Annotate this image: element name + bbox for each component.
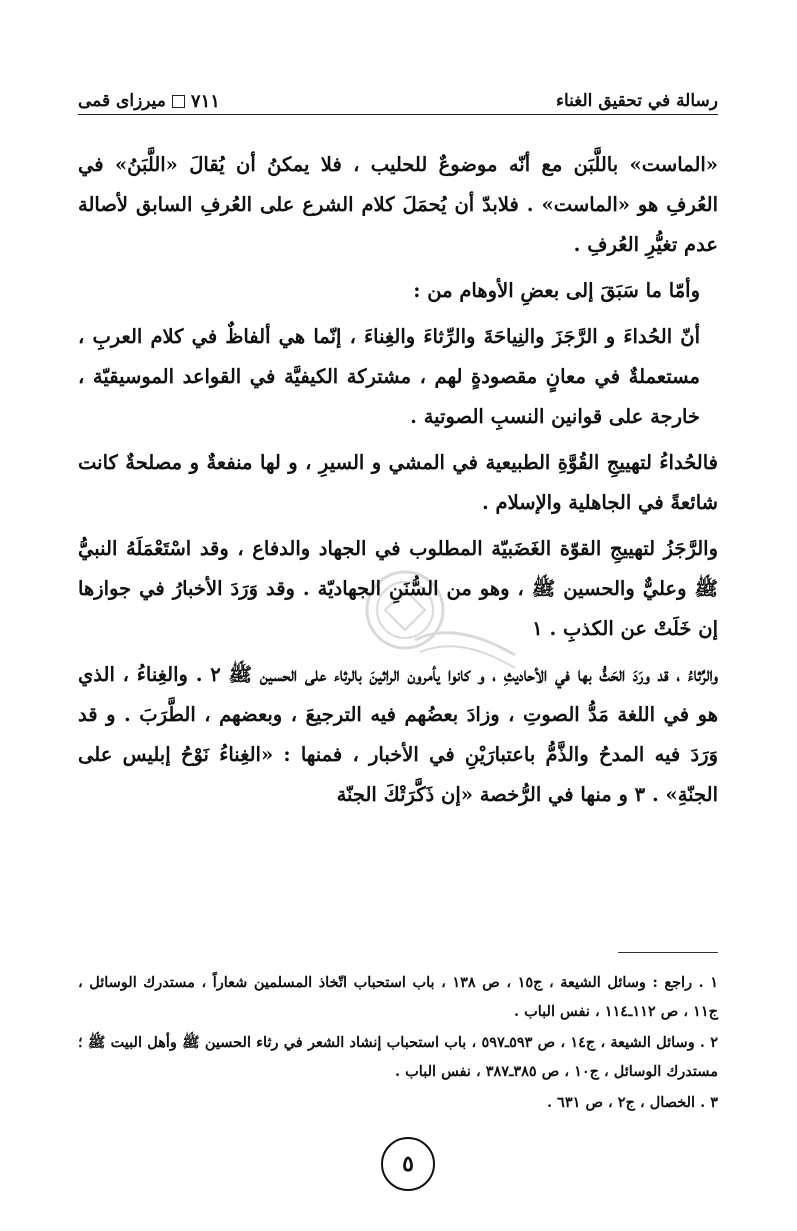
header-page-number: ٧١١ [190,90,220,112]
footnotes [78,968,718,1119]
paragraph: والرَّجَزُ لتهييجِ القوّة الغَضَبيّة المطلوب في الجهاد والدفاع ، وقد اسْتَعْمَلَهُ النبيُّ ﷺ وعليٌّ والحسين ﷺ ، وهو من السُّنَنِ الجهاديّة . وقد وَرَدَ الأخبارُ في جوازها إن خَلَتْ عن الكذبِ . ١ [78,537,718,640]
header-title: رسالة في تحقيق الغناء [556,91,718,111]
footnote-separator [618,952,718,953]
main-text [78,145,718,821]
library-stamp-watermark [345,560,525,680]
page-number: ٥ [402,1151,414,1177]
page-number-badge [381,1137,435,1191]
paragraph: وأمّا ما سَبَقَ إلى بعضِ الأوهام من : [413,279,700,302]
footnote: ١ . راجع : وسائل الشيعة ، ج١٥ ، ص ١٣٨ ، باب استحباب اتّخاذ المسلمين شعاراً ، مستدرك الوسائل ، ج١١ ، ص ١١٢ـ١١٤ ، نفس الباب . [78,974,718,1020]
running-header [78,88,718,115]
paragraph: فالحُداءُ لتهييجِ القُوَّةِ الطبيعية في المشي و السيرِ ، و لها منفعةٌ و مصلحةٌ كانت شائعةً في الجاهلية والإسلام . [78,451,718,514]
footnote: ٣ . الخصال ، ج٢ ، ص ٦٣١ . [546,1094,718,1111]
footnote: ٢ . وسائل الشيعة ، ج١٤ ، ص ٥٩٣ـ٥٩٧ ، باب استحباب إنشاد الشعر في رثاء الحسين ﷺ وأهل البيت ﷺ ؛ مستدرك الوسائل ، ج١٠ ، ص ٣٨٥ـ٣٨٧ ، نفس الباب . [78,1034,718,1080]
paragraph: والرِّثاءُ ، قد ورَدَ الحَثُّ بها في الأحاديثِ ، و كانوا يأمرون الراثينَ بالرثاء على الحسين ﷺ ٢ . والغِناءُ ، الذي هو في اللغة مَدُّ الصوتِ ، وزادَ بعضُهم فيه الترجيعَ ، وبعضهم ، الطَّرَبَ . و قد وَرَدَ فيه المدحُ والذَّمُّ باعتبارَيْنِ في الأخبار ، فمنها : «الغِناءُ نَوْحُ إبليس على الجنّةِ» . ٣ و منها في الرُّخصة «إن ذَكَّرَتْكَ الجنّة [78,663,718,806]
paragraph: «الماست» باللَّبَن مع أنّه موضوعٌ للحليب ، فلا يمكنُ أن يُقالَ «اللَّبَنُ» في العُرفِ هو «الماست» . فلابدّ أن يُحمَلَ كلام الشرع على العُرفِ السابق لأصالة عدم تغيُّرِ العُرفِ . [78,153,718,256]
header-author: ميرزاى قمى [78,91,166,111]
paragraph: أنّ الحُداءَ و الرَّجَزَ والنِياحَةَ والرِّثاءَ والغِناءَ ، إنّما هي ألفاظٌ في كلام العربِ ، مستعملةٌ في معانٍ مقصودةٍ لهم ، مشتركة الكيفيَّة في القواعد الموسيقيّة ، خارجة على قوانين النسبِ الصوتية . [78,325,700,428]
separator-square-icon [172,95,185,108]
header-left-group [78,91,220,112]
